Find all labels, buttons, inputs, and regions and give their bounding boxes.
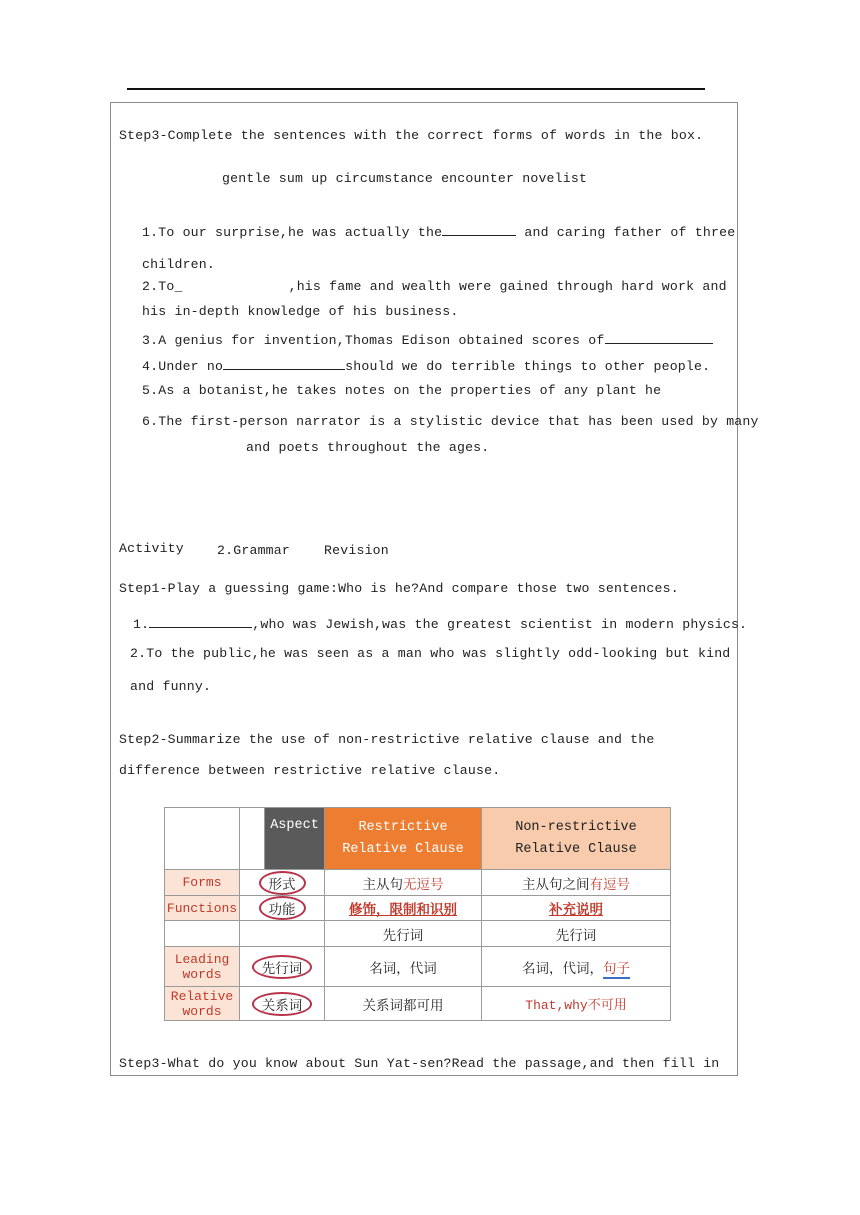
comparison-table: [164, 807, 671, 1021]
nonrestrictive-forms: 主从句之间有逗号: [482, 870, 671, 896]
sentence-6-cont: and poets throughout the ages.: [246, 440, 490, 455]
step1-sentence-2: 2.To the public,he was seen as a man who was slightly odd-looking but kind: [130, 646, 731, 661]
table-header-row: [165, 808, 671, 870]
header-gap: [240, 808, 265, 870]
step2-line-1: Step2-Summarize the use of non-restrictive relative clause and the: [119, 732, 655, 747]
sentence-4: 4.Under no should we do terrible things to other people.: [142, 359, 711, 374]
header-empty: [165, 808, 240, 870]
activity-name: Revision: [324, 543, 389, 558]
restrictive-functions: 修饰，限制和识别: [325, 896, 482, 921]
aspect-functions: 功能: [240, 896, 325, 921]
blank-3[interactable]: [605, 331, 713, 344]
aspect-empty: [240, 921, 325, 947]
table-row-forms: [165, 870, 671, 896]
step1-title: Step1-Play a guessing game:Who is he?And compare those two sentences.: [119, 581, 679, 596]
sentence-2: 2.To_ ,his fame and wealth were gained through hard work and: [142, 279, 727, 294]
table-row-leading: [165, 947, 671, 987]
table-row-antecedent: [165, 921, 671, 947]
table-row-relative: [165, 987, 671, 1021]
aspect-leading: 先行词: [240, 947, 325, 987]
step3-title: Step3-Complete the sentences with the correct forms of words in the box.: [119, 128, 704, 143]
sentence-3: 3.A genius for invention,Thomas Edison obtained scores of: [142, 331, 713, 348]
restrictive-antecedent: 先行词: [325, 921, 482, 947]
nonrestrictive-antecedent: 先行词: [482, 921, 671, 947]
word-box: gentle sum up circumstance encounter novelist: [222, 171, 588, 186]
blank-4[interactable]: [223, 357, 345, 370]
restrictive-relative: 关系词都可用: [325, 987, 482, 1021]
step2-line-2: difference between restrictive relative clause.: [119, 763, 501, 778]
blank-step1[interactable]: [149, 615, 252, 628]
nonrestrictive-relative: That,why不可用: [482, 987, 671, 1021]
header-aspect: Aspect: [265, 808, 325, 870]
row-label-relative: Relative words: [165, 987, 240, 1021]
activity-label: Activity: [119, 541, 184, 556]
aspect-forms: 形式: [240, 870, 325, 896]
sentence-2-cont: his in-depth knowledge of his business.: [142, 304, 459, 319]
top-rule: [127, 88, 705, 90]
blank-1[interactable]: [442, 223, 516, 236]
row-label-empty: [165, 921, 240, 947]
table-row-functions: [165, 896, 671, 921]
row-label-leading: Leading words: [165, 947, 240, 987]
step1-sentence-1: 1. ,who was Jewish,was the greatest scientist in modern physics.: [133, 617, 748, 632]
sentence-1: 1.To our surprise,he was actually the and caring father of three: [142, 225, 736, 240]
sentence-5: 5.As a botanist,he takes notes on the properties of any plant he: [142, 383, 662, 398]
header-restrictive: Restrictive Relative Clause: [325, 808, 482, 870]
aspect-relative: 关系词: [240, 987, 325, 1021]
step3b-title: Step3-What do you know about Sun Yat-sen?Read the passage,and then fill in: [119, 1056, 720, 1071]
step1-sentence-2-cont: and funny.: [130, 679, 212, 694]
activity-number: 2.Grammar: [217, 543, 291, 558]
nonrestrictive-functions: 补充说明: [482, 896, 671, 921]
header-nonrestrictive: Non-restrictive Relative Clause: [482, 808, 671, 870]
row-label-functions: Functions: [165, 896, 240, 921]
sentence-1-cont: children.: [142, 257, 216, 272]
sentence-6: 6.The first-person narrator is a stylistic device that has been used by many: [142, 414, 759, 429]
nonrestrictive-leading: 名词，代词，句子: [482, 947, 671, 987]
restrictive-leading: 名词，代词: [325, 947, 482, 987]
row-label-forms: Forms: [165, 870, 240, 896]
restrictive-forms: 主从句无逗号: [325, 870, 482, 896]
